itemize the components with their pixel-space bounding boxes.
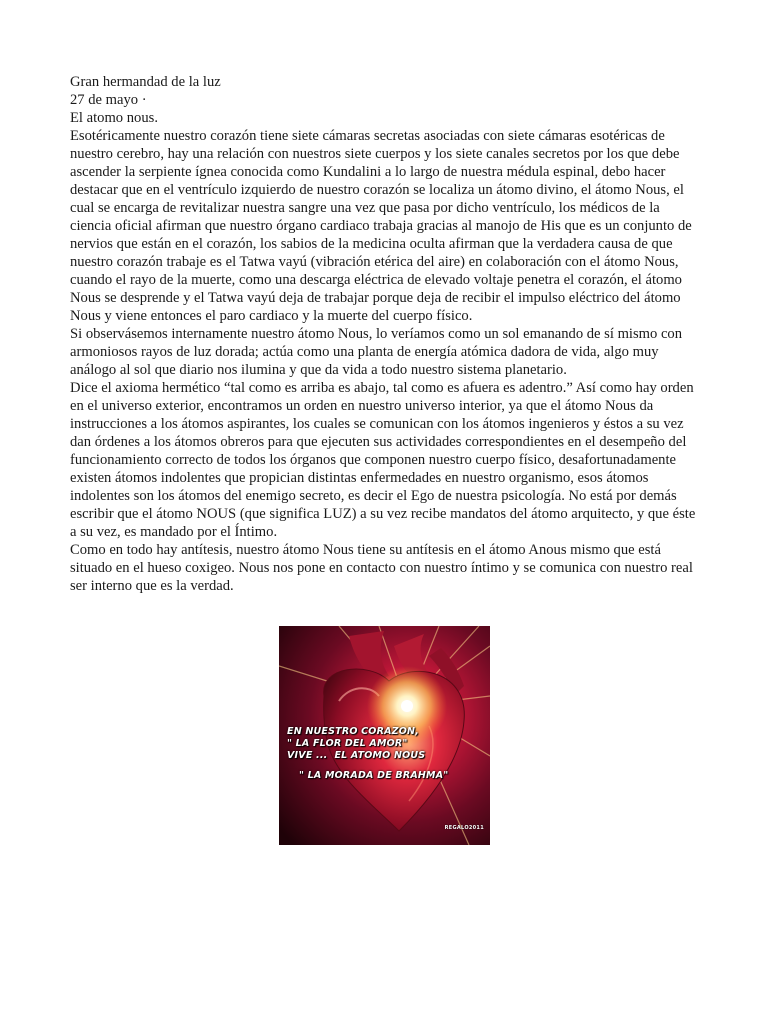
image-caption <box>287 726 487 782</box>
image-signature: REGALO2011 <box>444 825 484 831</box>
document-body <box>70 73 700 595</box>
caption-line-4: " LA MORADA DE BRAHMA" <box>299 770 449 781</box>
caption-line-2: " LA FLOR DEL AMOR" <box>287 738 408 749</box>
paragraph-1: Esotéricamente nuestro corazón tiene siete cámaras secretas asociadas con siete cámaras esotéricas de nuestro cerebro, hay una relación con nuestros siete cuerpos y los siete canales secretos por los que debe ascender la serpiente ígnea conocida como Kundalini a lo largo de nuestra médula espinal, debo hacer destacar que en el ventrículo izquierdo de nuestro corazón se localiza un átomo divino, el átomo Nous, el cual se encarga de revitalizar nuestra sangre una vez que pasa por dicho ventrículo, los médicos de la ciencia oficial afirman que nuestro órgano cardiaco trabaja gracias al manojo de His que es un conjunto de nervios que están en el corazón, los sabios de la medicina oculta afirman que la verdadera causa de que nuestro corazón trabaje es el Tatwa vayú (vibración etérica del aire) en colaboración con el átomo Nous, cuando el rayo de la muerte, como una descarga eléctrica de elevado voltaje penetra el corazón, el átomo Nous se desprende y el Tatwa vayú deja de trabajar porque deja de recibir el impulso eléctrico del átomo Nous y viene entonces el paro cardiaco y la muerte del cuerpo físico. <box>70 128 692 324</box>
paragraph-3: Dice el axioma hermético “tal como es arriba es abajo, tal como es afuera es adentro.” Así como hay orden en el universo exterior, encontramos un orden en nuestro universo interior, ya que el átomo Nous da instrucciones a los átomos aspirantes, los cuales se comunican con los átomos ingenieros y éstos a su vez dan órdenes a los átomos obreros para que ejecuten sus actividades correspondientes en el desempeño del funcionamiento correcto de todos los órganos que componen nuestro cuerpo físico, desafortunadamente existen átomos indolentes que propician distintas enfermedades en nuestro organismo, esos átomos indolentes son los átomos del enemigo secreto, es decir el Ego de nuestra psicología. No está por demás escribir que el átomo NOUS (que significa LUZ) a su vez recibe mandatos del átomo arquitecto, y que éste a su vez, es mandado por el Íntimo. <box>70 380 696 540</box>
paragraph-2: Si observásemos internamente nuestro átomo Nous, lo veríamos como un sol emanando de sí mismo con armoniosos rayos de luz dorada; actúa como una planta de energía atómica dadora de vida, algo muy análogo al sol que diario nos ilumina y que da vida a todo nuestro sistema planetario. <box>70 326 683 378</box>
paragraph-4: Como en todo hay antítesis, nuestro átomo Nous tiene su antítesis en el átomo Anous mismo que está situado en el hueso coxigeo. Nous nos pone en contacto con nuestro íntimo y se comunica con nuestro real ser interno que es la verdad. <box>70 542 693 594</box>
document-title: Gran hermandad de la luz <box>70 74 221 90</box>
caption-line-3: VIVE ... EL ATOMO NOUS <box>287 750 426 761</box>
heart-image <box>279 626 490 845</box>
document-subtitle: El atomo nous. <box>70 110 158 126</box>
caption-line-1: EN NUESTRO CORAZON, <box>287 726 419 737</box>
document-date: 27 de mayo · <box>70 92 147 108</box>
